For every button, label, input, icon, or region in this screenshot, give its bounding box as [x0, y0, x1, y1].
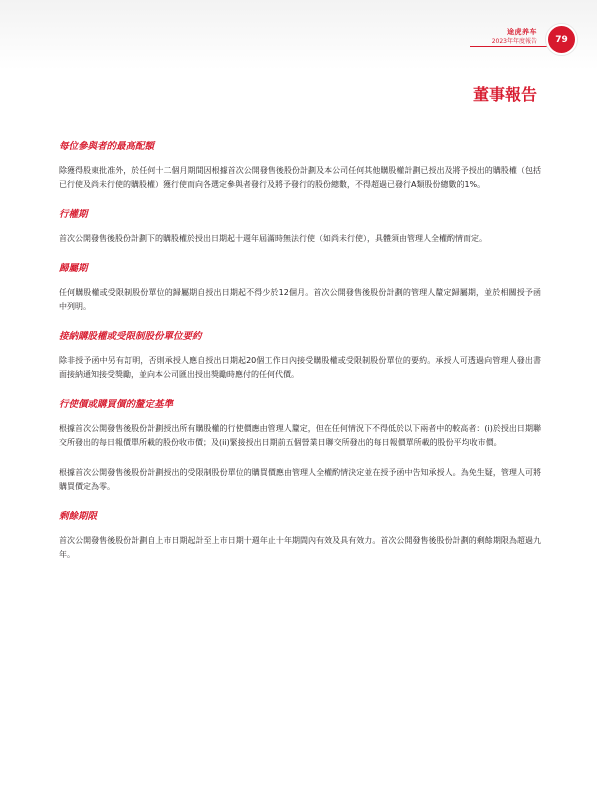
page-number-badge: 79 — [546, 24, 577, 55]
header-divider — [470, 46, 552, 47]
section-paragraph: 任何購股權或受限制股份單位的歸屬期自授出日期起不得少於12個月。首次公開發售後股份計劃的管理人釐定歸屬期，並於相關授予函中列明。 — [59, 288, 541, 311]
section-paragraph: 根據首次公開發售後股份計劃授出的受限制股份單位的購買價應由管理人全權酌情決定並在授予函中告知承授人。為免生疑，管理人可將購買價定為零。 — [59, 468, 541, 491]
section-heading: 接納購股權或受限制股份單位要約 — [59, 331, 202, 342]
section-paragraph: 除非授予函中另有訂明，否則承授人應自授出日期起20個工作日內接受購股權或受限制股份單位的要約。承授人可透過向管理人發出書面接納通知接受獎勵，並向本公司匯出授出獎勵時應付的任何代價。 — [59, 356, 541, 379]
section-heading: 行權期 — [59, 209, 88, 220]
section-heading: 行使價或購買價的釐定基準 — [59, 399, 174, 410]
section-acceptance-of-offer — [59, 330, 541, 382]
report-content — [59, 140, 541, 578]
section-max-entitlement — [59, 140, 541, 192]
section-exercise-price-basis — [59, 398, 541, 494]
section-paragraph: 首次公開發售後股份計劃自上市日期起計至上市日期十週年止十年期間內有效及具有效力。首次公開發售後股份計劃的剩餘期限為超過九年。 — [59, 536, 541, 559]
section-paragraph: 除獲得股東批准外，於任何十二個月期間因根據首次公開發售後股份計劃及本公司任何其他購股權計劃已授出及將予授出的購股權（包括已行使及尚未行使的購股權）獲行使而向各選定參與者發行及將予發行的股份總數，不得超過已發行A類股份總數的1%。 — [59, 166, 541, 189]
section-heading: 歸屬期 — [59, 263, 88, 274]
header-company-name: 途虎养车 — [507, 28, 537, 36]
section-heading: 每位參與者的最高配額 — [59, 141, 155, 152]
header-report-name: 2023年年度報告 — [491, 38, 537, 45]
section-vesting-period — [59, 262, 541, 314]
section-paragraph: 根據首次公開發售後股份計劃授出所有購股權的行使價應由管理人釐定，但在任何情況下不得低於以下兩者中的較高者：(i)於授出日期聯交所發出的每日報價單所載的股份收市價；及(ii)緊接授出日期前五個營業日聯交所發出的每日報價單所載的股份平均收市價。 — [59, 424, 541, 447]
page-title: 董事報告 — [472, 85, 537, 104]
section-heading: 剩餘期限 — [59, 511, 98, 522]
section-paragraph: 首次公開發售後股份計劃下的購股權於授出日期起十週年屆滿時無法行使（如尚未行使），具體須由管理人全權酌情而定。 — [59, 234, 487, 243]
section-remaining-term — [59, 510, 541, 562]
section-exercise-period — [59, 208, 541, 246]
